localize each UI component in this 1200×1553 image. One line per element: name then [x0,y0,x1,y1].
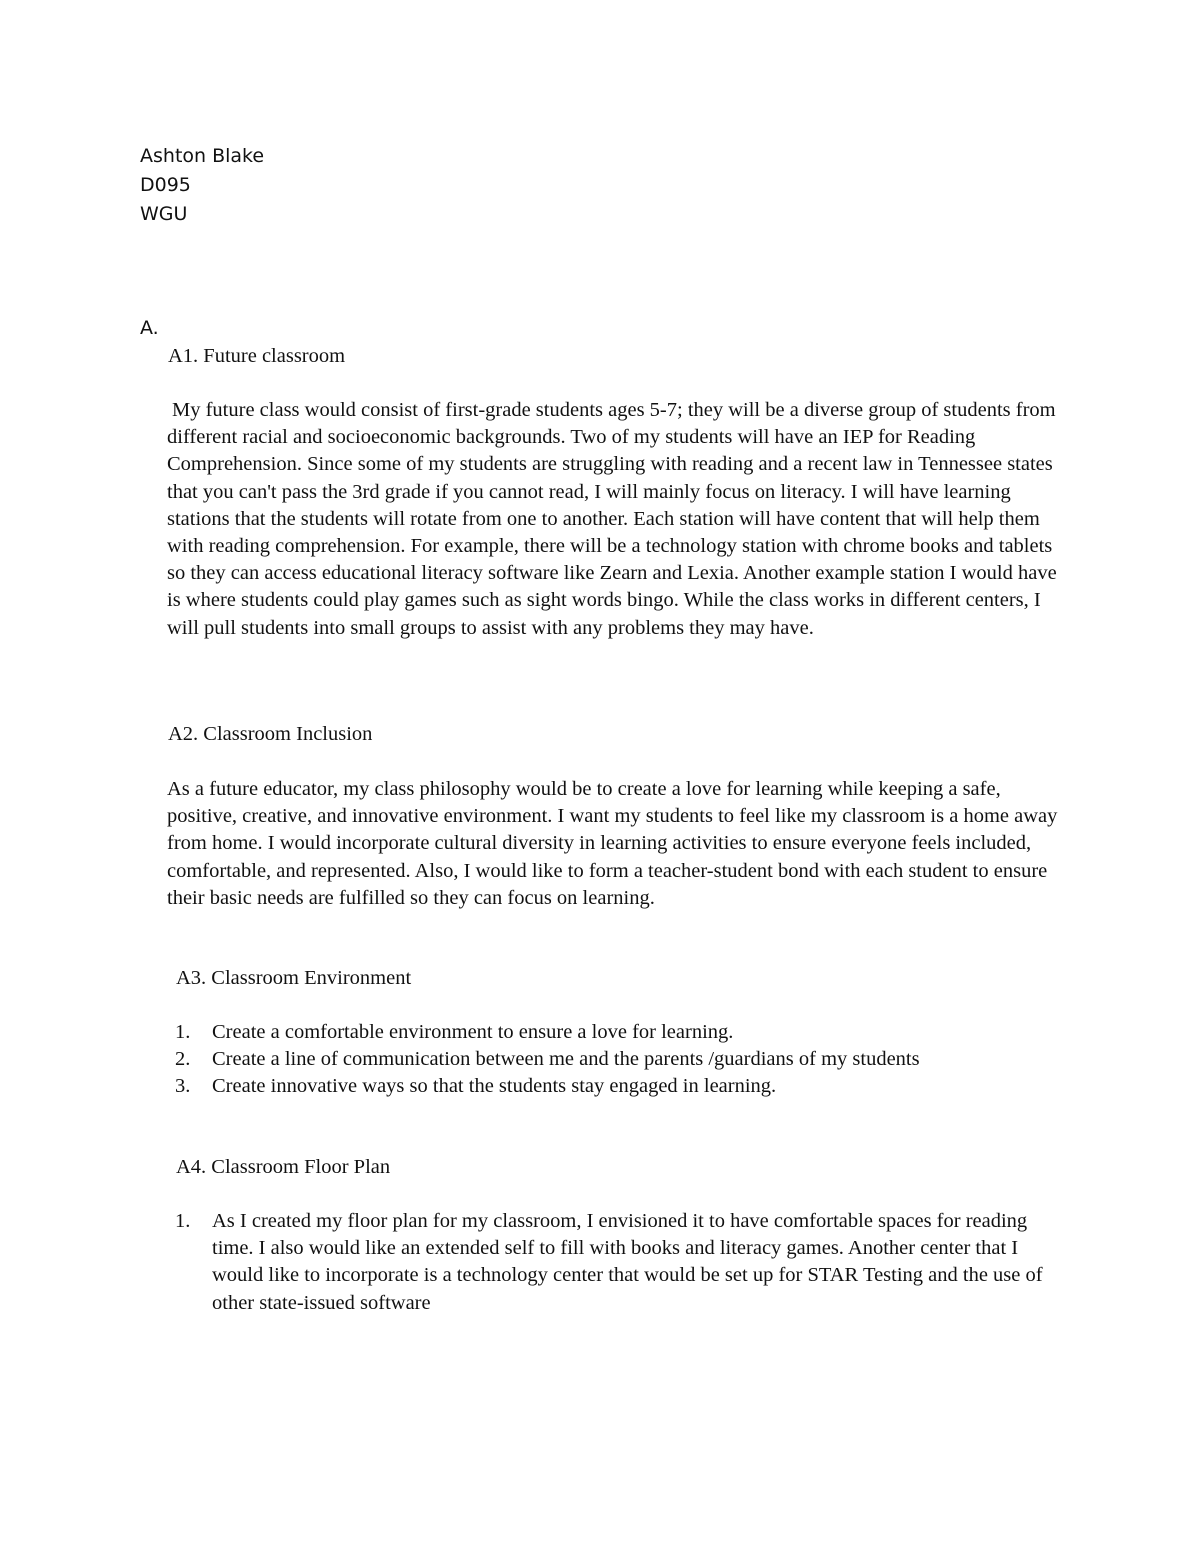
a4-list [167,1208,1067,1317]
list-text: Create a line of communication between me and the parents /guardians of my students [212,1048,920,1071]
course-code: D095 [140,174,191,196]
list-item [167,1073,1067,1100]
list-number: 3. [175,1075,191,1098]
a1-paragraph: My future class would consist of first-grade students ages 5-7; they will be a diverse group of students from different racial and socioeconomic backgrounds. Two of my students will have an IEP for Reading Comprehension. Since some of my students are struggling with reading and a recent law in Tennessee states that you can't pass the 3rd grade if you cannot read, I will mainly focus on literacy. I will have learning stations that the students will rotate from one to another. Each station will have content that will help them with reading comprehension. For example, there will be a technology station with chrome books and tablets so they can access educational literacy software like Zearn and Lexia. Another example station I would have is where students could play games such as sight words bingo. While the class works in different centers, I will pull students into small groups to assist with any problems they may have. [167,399,1057,639]
list-text: As I created my floor plan for my classroom, I envisioned it to have comfortable spaces for reading time. I also would like an extended self to fill with books and literacy games. Another center that I would like to incorporate is a technology center that would be set up for STAR Testing and the use of other state-issued software [212,1210,1043,1314]
list-item [167,1046,1067,1073]
list-text: Create innovative ways so that the students stay engaged in learning. [212,1075,777,1098]
school-name: WGU [140,203,188,225]
section-letter: A. [140,317,159,339]
a2-heading: A2. Classroom Inclusion [168,723,373,745]
list-number: 2. [175,1048,191,1071]
list-item [167,1208,1067,1317]
a3-list [167,1019,1067,1101]
a1-heading: A1. Future classroom [168,345,346,367]
a4-heading: A4. Classroom Floor Plan [176,1156,391,1178]
list-number: 1. [175,1021,191,1043]
list-number: 1. [175,1210,191,1232]
author-name: Ashton Blake [140,145,265,167]
list-text: Create a comfortable environment to ensure a love for learning. [212,1021,734,1043]
a3-heading: A3. Classroom Environment [176,967,412,989]
a2-paragraph: As a future educator, my class philosophy would be to create a love for learning while keeping a safe, positive, creative, and innovative environment. I want my students to feel like my classroom is a home away from home. I would incorporate cultural diversity in learning activities to ensure everyone feels included, comfortable, and represented. Also, I would like to form a teacher-student bond with each student to ensure their basic needs are fulfilled so they can focus on learning. [167,778,1058,909]
list-item [167,1019,1067,1046]
document-header [140,142,264,229]
